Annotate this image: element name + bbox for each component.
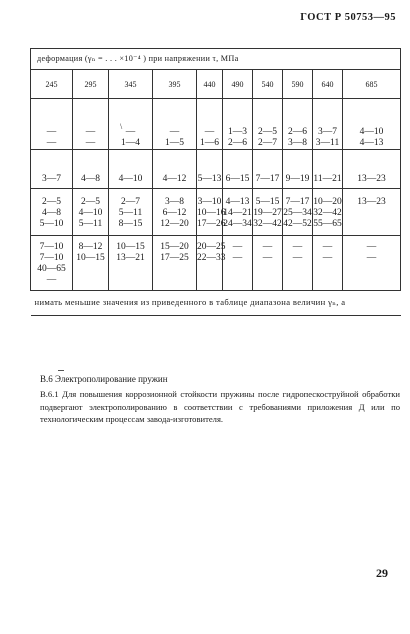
column-header: 685 — [343, 70, 401, 99]
cell-value: 4—13 — [359, 138, 384, 148]
cell-value: 4—13 — [225, 197, 250, 207]
cell-value: 2—6 — [288, 127, 307, 137]
standard-header: ГОСТ Р 50753—95 — [300, 12, 396, 23]
cell-value: 55—65 — [313, 219, 342, 229]
cell-value: — — [292, 253, 303, 263]
table-cell — [223, 189, 253, 236]
cell-value: — — [366, 242, 377, 252]
section-paragraph: В.6.1 Для повышения коррозионной стойкости пружины после гидропескоструйной обработки подвергают электрополированию в соответствии с требованиями приложения Д или по технологическим процессам завода-изготовителя. — [40, 389, 400, 424]
column-header: 245 — [31, 70, 73, 99]
page-number: 29 — [376, 566, 388, 580]
table-cell — [31, 99, 73, 150]
table-cell — [343, 150, 401, 189]
table-row — [31, 189, 401, 236]
table-cell — [197, 189, 226, 236]
table-header-row — [31, 70, 401, 99]
cell-value: 40—65 — [37, 264, 66, 274]
table-cell — [253, 99, 283, 150]
table-cell — [31, 236, 73, 291]
column-header: 590 — [283, 70, 313, 99]
table-cell — [223, 236, 253, 291]
cell-value: 5—10 — [39, 219, 64, 229]
cell-value: 3—7 — [42, 174, 61, 184]
cell-value: — — [262, 253, 273, 263]
table-cell — [253, 150, 283, 189]
table-cell — [197, 150, 223, 189]
table-row — [31, 236, 401, 291]
table-cell — [197, 236, 226, 291]
column-header: 345 — [109, 70, 153, 99]
cell-value — [343, 219, 400, 230]
table-cell — [31, 150, 73, 189]
cell-value: 5—15 — [255, 197, 280, 207]
cell-value: 3—7 — [318, 127, 337, 137]
cell-value: 6—12 — [162, 208, 187, 218]
cell-value: 3—11 — [315, 138, 340, 148]
cell-value: — — [85, 127, 96, 137]
cell-value: 2—6 — [228, 138, 247, 148]
cell-value: 17—25 — [160, 253, 189, 263]
column-header: 540 — [253, 70, 283, 99]
table-cell — [283, 189, 313, 236]
cell-value: 32—42 — [313, 208, 342, 218]
stray-mark: \ — [120, 122, 123, 131]
table-cell — [313, 150, 343, 189]
cell-value: 1—6 — [200, 138, 219, 148]
cell-value: — — [85, 138, 96, 148]
column-header: 440 — [197, 70, 223, 99]
table-caption: деформация (γₙ = . . . ×10⁻⁴ ) при напряжении τ, МПа — [31, 49, 401, 70]
cell-value: 2—7 — [121, 197, 140, 207]
cell-value: 4—8 — [42, 208, 61, 218]
table-cell — [73, 236, 109, 291]
cell-value: 14—21 — [223, 208, 252, 218]
column-header: 490 — [223, 70, 253, 99]
table-cell — [223, 99, 253, 150]
table-cell — [343, 99, 401, 150]
cell-value: — — [232, 242, 243, 252]
cell-value: 10—16 — [197, 208, 226, 218]
cell-value: 2—7 — [258, 138, 277, 148]
table-cell — [343, 189, 401, 236]
cell-value: 1—4 — [121, 138, 140, 148]
cell-value: 12—20 — [160, 219, 189, 229]
cell-value: 7—10 — [39, 242, 64, 252]
table-row — [31, 99, 401, 150]
table-cell — [253, 236, 283, 291]
table-cell — [153, 99, 197, 150]
cell-value: 10—15 — [76, 253, 105, 263]
cell-value: 15—20 — [160, 242, 189, 252]
table-cell — [109, 236, 153, 291]
cell-value: — — [204, 127, 215, 137]
column-header: 395 — [153, 70, 197, 99]
cell-value: — — [125, 127, 136, 137]
cell-value: 2—5 — [258, 127, 277, 137]
cell-value: 2—5 — [81, 197, 100, 207]
table-cell — [313, 189, 343, 236]
table-cell — [153, 150, 197, 189]
table-cell — [283, 236, 313, 291]
cell-value: 4—12 — [162, 174, 187, 184]
cell-value: — — [262, 242, 273, 252]
cell-value: 2—5 — [42, 197, 61, 207]
cell-value: — — [46, 127, 57, 137]
cell-value: 13—23 — [357, 197, 386, 207]
cell-value: — — [322, 242, 333, 252]
cell-value: 13—21 — [116, 253, 145, 263]
table-cell — [109, 189, 153, 236]
cell-value: — — [46, 275, 57, 285]
cell-value: 5—11 — [118, 208, 143, 218]
table-cell — [197, 99, 223, 150]
cell-value: 7—17 — [255, 174, 280, 184]
table-cell — [343, 236, 401, 291]
cell-value: 42—52 — [283, 219, 312, 229]
cell-value: — — [322, 253, 333, 263]
cell-value: 7—17 — [285, 197, 310, 207]
cell-value: 8—12 — [78, 242, 103, 252]
spring-deformation-table — [30, 48, 401, 316]
table-cell — [253, 189, 283, 236]
cell-value: 19—27 — [253, 208, 282, 218]
table-cell — [73, 99, 109, 150]
table-cell — [109, 99, 153, 150]
cell-value: 25—34 — [283, 208, 312, 218]
table-cell — [153, 236, 197, 291]
cell-value: 24—34 — [223, 219, 252, 229]
table-row — [31, 150, 401, 189]
cell-value: 3—8 — [288, 138, 307, 148]
table-cell — [283, 99, 313, 150]
cell-value: — — [169, 127, 180, 137]
cell-value: — — [292, 242, 303, 252]
cell-value: 1—5 — [165, 138, 184, 148]
table-cell — [313, 99, 343, 150]
cell-value: 13—23 — [357, 174, 386, 184]
table-footnote: нимать меньшие значения из приведенного в таблице диапазона величин γₙ, а — [31, 291, 401, 316]
cell-value: 3—10 — [197, 197, 222, 207]
cell-value: 5—13 — [197, 174, 222, 184]
cell-value: 20—25 — [197, 242, 226, 252]
table-cell — [223, 150, 253, 189]
cell-value: 3—8 — [165, 197, 184, 207]
cell-value: 4—10 — [359, 127, 384, 137]
cell-value: 10—15 — [116, 242, 145, 252]
table-cell — [283, 150, 313, 189]
cell-value: 4—10 — [78, 208, 103, 218]
cell-value: 6—15 — [225, 174, 250, 184]
cell-value: — — [232, 253, 243, 263]
cell-value: 9—19 — [285, 174, 310, 184]
table-cell — [73, 150, 109, 189]
cell-value: 17—26 — [197, 219, 226, 229]
cell-value — [343, 208, 400, 219]
table-cell — [73, 189, 109, 236]
cell-value: 5—11 — [78, 219, 103, 229]
table-cell — [31, 189, 73, 236]
cell-value: 32—42 — [253, 219, 282, 229]
column-header: 640 — [313, 70, 343, 99]
cell-value: 8—15 — [118, 219, 143, 229]
cell-value: 4—8 — [81, 174, 100, 184]
table-cell — [109, 150, 153, 189]
cell-value: 10—20 — [313, 197, 342, 207]
cell-value: 7—10 — [39, 253, 64, 263]
cell-value: 1—3 — [228, 127, 247, 137]
table-cell — [313, 236, 343, 291]
cell-value: — — [366, 253, 377, 263]
cell-value: 22—33 — [197, 253, 226, 263]
cell-value: 4—10 — [118, 174, 143, 184]
cell-value: 11—21 — [313, 174, 342, 184]
table-cell — [153, 189, 197, 236]
cell-value: — — [46, 138, 57, 148]
column-header: 295 — [73, 70, 109, 99]
section-title: В.6 Электрополирование пружин — [40, 374, 168, 384]
